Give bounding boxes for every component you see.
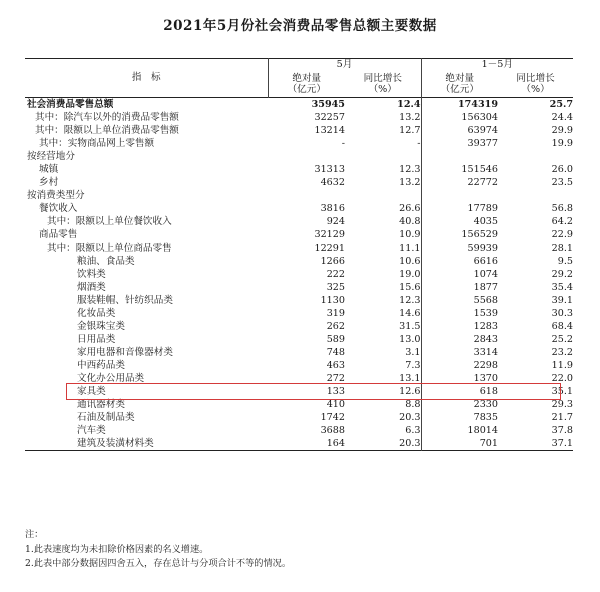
table-row [25,385,573,398]
cell-ytd-growth: 26.0 [551,164,574,176]
note-2: 2.此表中部分数据因四舍五入，存在总计与分项合计不等的情况。 [25,558,292,569]
cell-ytd-growth: 29.2 [551,268,574,280]
cell-may-absolute: 3688 [320,425,345,437]
cell-may-growth: 8.8 [405,399,421,411]
table-row [25,189,573,202]
row-name: 其中：限额以上单位消费品零售额 [35,125,179,137]
row-name: 其中：限额以上单位餐饮收入 [47,216,172,228]
table-notes [25,528,291,572]
row-name: 文化办公用品类 [77,372,145,384]
cell-may-absolute: 1742 [320,412,345,424]
table-row [25,255,573,268]
row-name: 餐饮收入 [39,203,78,215]
cell-may-absolute: 222 [326,268,345,280]
cell-may-growth: 19.0 [399,268,421,280]
cell-may-growth: 6.3 [405,425,421,437]
cell-ytd-absolute: 618 [421,385,498,398]
cell-ytd-absolute [421,150,498,163]
cell-may-absolute: 164 [326,438,345,450]
cell-ytd-growth: 22.9 [551,229,574,241]
cell-may-growth: 20.3 [399,438,421,450]
row-name: 家具类 [77,386,106,398]
cell-ytd-growth: 23.5 [551,177,574,189]
cell-may-absolute: 924 [326,216,345,228]
cell-ytd-growth: 11.9 [551,359,574,371]
cell-may-absolute: - [341,138,345,150]
table-row [25,242,573,255]
table-row [25,346,573,359]
retail-data-table [25,58,573,451]
table-row [25,411,573,424]
row-name: 城镇 [39,164,59,176]
cell-ytd-growth [498,150,573,163]
cell-may-absolute: 12291 [314,242,345,254]
table-row [25,228,573,241]
cell-ytd-growth: 39.1 [551,294,574,306]
cell-may-growth: 15.6 [399,281,421,293]
row-name: 石油及制品类 [77,412,135,424]
row-name: 中西药品类 [77,359,125,371]
cell-ytd-absolute: 3314 [421,346,498,359]
cell-ytd-growth: 37.8 [551,425,574,437]
cell-may-absolute: 4632 [320,177,345,189]
cell-may-absolute: 319 [326,307,345,319]
cell-ytd-absolute: 701 [421,437,498,451]
cell-ytd-growth: 35.4 [551,281,574,293]
page-title: 2021年5月份社会消费品零售总额主要数据 [163,18,437,34]
table-row [25,372,573,385]
cell-ytd-absolute: 17789 [421,202,498,215]
cell-ytd-absolute: 6616 [421,255,498,268]
cell-ytd-growth: 22.0 [551,372,574,384]
group-header-jan-may: 1－5月 [421,59,573,72]
cell-may-growth: 14.6 [399,307,421,319]
cell-may-growth: 26.6 [399,203,421,215]
row-name: 按消费类型分 [27,190,85,202]
cell-ytd-absolute: 18014 [421,424,498,437]
cell-may-growth: - [417,138,421,150]
cell-ytd-absolute: 63974 [421,124,498,137]
cell-may-absolute: 1130 [320,294,345,306]
row-name: 家用电器和音像器材类 [77,346,173,358]
cell-ytd-absolute: 5568 [421,294,498,307]
row-name: 汽车类 [77,425,106,437]
cell-ytd-absolute: 7835 [421,411,498,424]
cell-may-absolute: 272 [326,372,345,384]
cell-may-absolute [268,189,345,202]
table-row [25,307,573,320]
row-name: 按经营地分 [27,151,75,163]
cell-ytd-absolute: 151546 [421,163,498,176]
cell-may-absolute: 35945 [311,99,345,110]
cell-may-absolute: 32257 [314,112,345,124]
table-row [25,202,573,215]
cell-ytd-growth [498,189,573,202]
table-row [25,268,573,281]
header-row-groups [25,59,573,72]
row-name: 烟酒类 [77,281,106,293]
col-header-may-growth: 同比增长 （%） [363,72,402,95]
cell-ytd-absolute [421,189,498,202]
cell-may-growth: 11.1 [399,242,421,254]
cell-may-growth: 31.5 [399,320,421,332]
cell-may-absolute: 325 [326,281,345,293]
row-name: 其中：除汽车以外的消费品零售额 [35,112,179,124]
row-name: 乡村 [39,177,59,189]
cell-may-growth: 13.0 [399,333,421,345]
cell-may-absolute: 1266 [320,255,345,267]
table-row [25,333,573,346]
cell-may-growth: 12.6 [399,386,421,398]
table-row [25,215,573,228]
table-row [25,111,573,124]
cell-may-growth: 13.2 [399,177,421,189]
col-header-may-absolute: 绝对量 （亿元） [287,72,326,95]
cell-may-absolute: 262 [326,320,345,332]
cell-may-growth: 12.4 [397,99,421,110]
cell-may-growth: 12.7 [399,125,421,137]
row-name: 其中：限额以上单位商品零售 [47,242,172,254]
cell-ytd-absolute: 174319 [421,98,498,112]
cell-ytd-growth: 56.8 [551,203,574,215]
cell-ytd-absolute: 59939 [421,242,498,255]
cell-ytd-growth: 37.1 [551,438,574,450]
cell-may-growth: 12.3 [399,294,421,306]
row-name: 化妆品类 [77,307,116,319]
cell-may-growth [345,150,421,163]
cell-may-growth [345,189,421,202]
cell-may-growth: 3.1 [405,346,421,358]
cell-ytd-absolute: 1370 [421,372,498,385]
row-name: 日用品类 [77,333,116,345]
cell-may-absolute: 3816 [320,203,345,215]
table-row [25,124,573,137]
cell-ytd-absolute: 22772 [421,176,498,189]
row-name: 粮油、食品类 [77,255,135,267]
cell-ytd-growth: 68.4 [551,320,574,332]
row-name: 服装鞋帽、针纺织品类 [77,294,173,306]
cell-ytd-growth: 9.5 [557,255,574,267]
cell-ytd-absolute: 156304 [421,111,498,124]
table-row [25,320,573,333]
cell-may-absolute: 13214 [314,125,345,137]
cell-ytd-growth: 24.4 [551,112,574,124]
cell-may-growth: 10.9 [399,229,421,241]
row-name: 建筑及装潢材料类 [77,438,154,450]
cell-may-absolute: 463 [326,359,345,371]
row-name: 通讯器材类 [77,399,125,411]
row-name: 商品零售 [39,229,78,241]
cell-ytd-growth: 23.2 [551,346,574,358]
cell-may-growth: 12.3 [399,164,421,176]
cell-may-absolute: 31313 [314,164,345,176]
cell-ytd-growth: 28.1 [551,242,574,254]
cell-may-absolute: 410 [326,399,345,411]
cell-ytd-absolute: 2330 [421,398,498,411]
cell-ytd-growth: 29.3 [551,399,574,411]
cell-ytd-growth: 25.7 [549,99,574,110]
cell-may-growth: 40.8 [399,216,421,228]
table-row [25,398,573,411]
cell-may-absolute: 32129 [314,229,345,241]
table-row [25,150,573,163]
cell-ytd-growth: 19.9 [551,138,574,150]
cell-ytd-growth: 25.2 [551,333,574,345]
cell-may-absolute: 589 [326,333,345,345]
cell-may-absolute [268,150,345,163]
table-row [25,176,573,189]
cell-ytd-growth: 29.9 [551,125,574,137]
row-name: 社会消费品零售总额 [27,99,114,110]
table-row [25,98,573,112]
cell-ytd-growth: 35.1 [551,386,574,398]
table-row [25,437,573,451]
indicator-header: 指 标 [25,59,268,98]
cell-ytd-absolute: 1877 [421,281,498,294]
table-row [25,294,573,307]
cell-ytd-growth: 21.7 [551,412,574,424]
cell-ytd-absolute: 1283 [421,320,498,333]
col-header-ytd-growth: 同比增长 （%） [516,72,555,95]
cell-ytd-absolute: 39377 [421,137,498,150]
cell-may-growth: 20.3 [399,412,421,424]
cell-may-growth: 13.2 [399,112,421,124]
table-row [25,281,573,294]
group-header-may: 5月 [336,59,353,70]
cell-ytd-absolute: 2298 [421,359,498,372]
cell-may-absolute: 748 [326,346,345,358]
table-row [25,359,573,372]
cell-may-absolute: 133 [326,386,345,398]
table-row [25,137,573,150]
cell-may-growth: 10.6 [399,255,421,267]
cell-ytd-absolute: 2843 [421,333,498,346]
table-row [25,163,573,176]
row-name: 其中：实物商品网上零售额 [39,138,155,150]
cell-ytd-absolute: 4035 [421,215,498,228]
row-name: 金银珠宝类 [77,320,125,332]
row-name: 饮料类 [77,268,106,280]
cell-ytd-absolute: 1074 [421,268,498,281]
note-1: 1.此表速度均为未扣除价格因素的名义增速。 [25,543,209,555]
cell-may-growth: 7.3 [405,359,421,371]
cell-ytd-absolute: 1539 [421,307,498,320]
cell-may-growth: 13.1 [399,372,421,384]
cell-ytd-growth: 30.3 [551,307,574,319]
table-body [25,98,573,451]
table-row [25,424,573,437]
notes-heading: 注： [25,529,44,540]
cell-ytd-growth: 64.2 [551,216,574,228]
cell-ytd-absolute: 156529 [421,228,498,241]
col-header-ytd-absolute: 绝对量 （亿元） [421,71,498,98]
